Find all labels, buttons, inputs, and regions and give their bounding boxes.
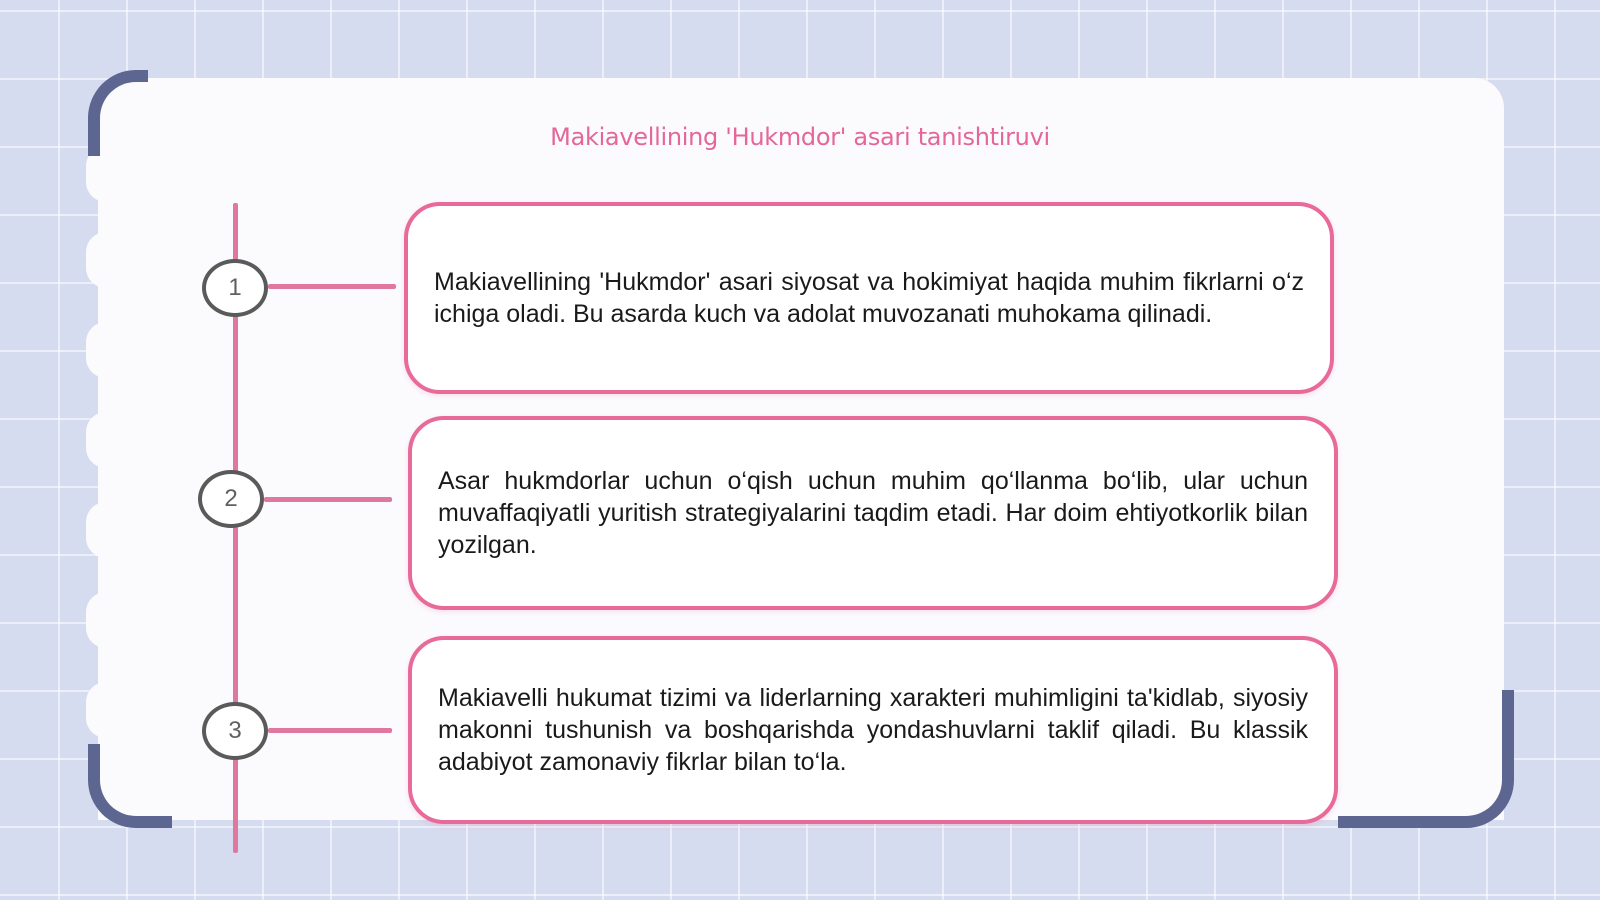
timeline-card-text: Makiavellining 'Hukmdor' asari siyosat va hokimiyat haqida muhim fikrlarni o‘z ichiga oladi. Bu asarda kuch va adolat muvozanati muhokama qilinadi. <box>434 268 1304 328</box>
timeline-step-marker <box>198 470 264 528</box>
step-number: 3 <box>228 717 242 744</box>
timeline-card <box>404 202 1334 394</box>
step-number: 2 <box>224 485 238 512</box>
timeline-connector <box>268 284 396 289</box>
slide-title: Makiavellining 'Hukmdor' asari tanishtiruvi <box>550 123 1050 151</box>
paper-scallop <box>86 502 126 558</box>
timeline-connector <box>268 728 392 733</box>
paper-scallop <box>86 682 126 738</box>
timeline-card <box>408 416 1338 610</box>
timeline-step-marker <box>202 259 268 317</box>
paper-scallop <box>86 592 126 648</box>
timeline-card-text: Asar hukmdorlar uchun o‘qish uchun muhim qo‘llanma bo‘lib, ular uchun muvaffaqiyatli yuritish strategiyalarini taqdim etadi. Har doim ehtiyotkorlik bilan yozilgan. <box>438 467 1308 559</box>
corner-bracket-top-left <box>88 70 148 156</box>
paper-scallop <box>86 232 126 288</box>
timeline-card-text: Makiavelli hukumat tizimi va liderlarning xarakteri muhimligini ta'kidlab, siyosiy makonni tushunish va boshqarishda yondashuvlarni taklif qiladi. Bu klassik adabiyot zamonaviy fikrlar bilan to‘la. <box>438 684 1308 776</box>
paper-scallop <box>86 412 126 468</box>
timeline-connector <box>264 497 392 502</box>
timeline-card <box>408 636 1338 824</box>
corner-bracket-bottom-right <box>1338 690 1514 828</box>
paper-scallop <box>86 322 126 378</box>
timeline-step-marker <box>202 702 268 760</box>
step-number: 1 <box>228 274 242 301</box>
